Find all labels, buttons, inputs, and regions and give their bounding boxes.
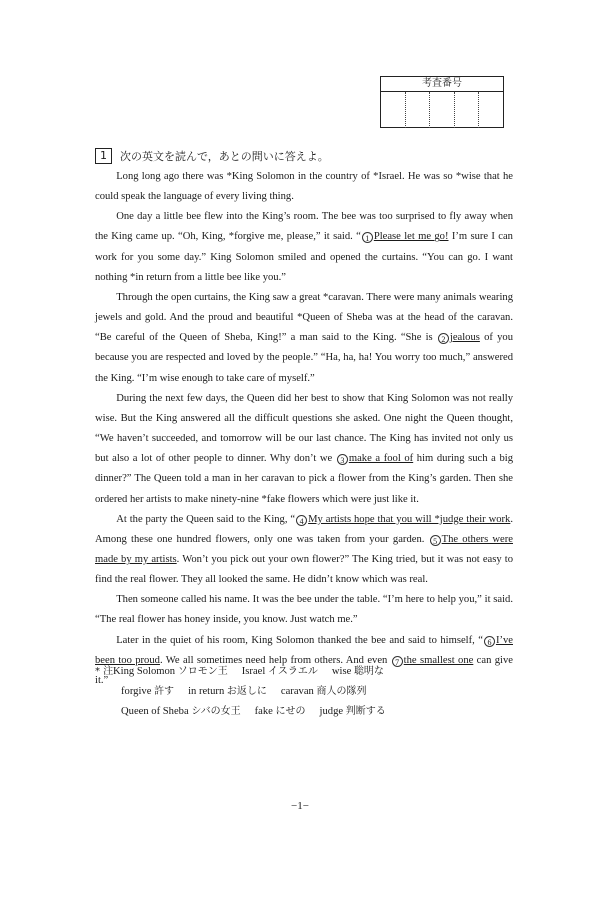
underlined-phrase: I’ve been too proud (95, 634, 513, 666)
text-run: Long long ago there was *King Solomon in the country of *Israel. He was so *wise that he could speak the language of every living thing. (95, 171, 513, 203)
question-header (95, 148, 329, 164)
note-term (255, 706, 306, 717)
underlined-phrase: The others were made by my artists (95, 533, 513, 565)
note-term-english: caravan (280, 686, 314, 697)
note-term (332, 666, 384, 677)
story-paragraph (95, 167, 513, 207)
text-run: One day a little bee flew into the King’s room. The bee was too surprised to fly away when the King came up. “Oh, King, *forgive me, please,” it said. “ (95, 211, 513, 243)
question-marker-4: 4 (296, 515, 307, 526)
note-term (121, 706, 241, 717)
underlined-phrase: My artists hope that you will *judge their work (308, 513, 511, 525)
note-term-english: Israel (241, 666, 266, 677)
underlined-phrase: Please let me go! (373, 231, 449, 243)
notes-row (95, 682, 400, 702)
question-marker-7: 7 (392, 656, 403, 667)
story-paragraph (95, 510, 513, 591)
note-term-english: Queen of Sheba (121, 706, 189, 717)
note-term (113, 666, 228, 677)
question-marker-1: 1 (362, 232, 373, 243)
note-term (281, 686, 367, 697)
note-term-english: forgive (121, 686, 152, 697)
text-run: him during such a big dinner?” The Queen told a man in her caravan to pick a flower from the King’s garden. Then she ordered her artists to make ninety-nine *fake flowers which were just like it. (95, 453, 513, 505)
question-number: 1 (95, 148, 112, 164)
text-run: . Won’t you pick out your own flower?” The King tried, but it was not easy to find the real flower. They all looked the same. He didn’t know which was real. (95, 553, 513, 586)
text-run: I’m sure I can work for you some day.” King Solomon smiled and opened the curtains. “You can go. I want nothing *in return from a little bee like you.” (95, 231, 513, 283)
underlined-phrase: the smallest one (403, 654, 474, 666)
note-term-japanese: 許す (154, 686, 175, 697)
notes-row (95, 702, 400, 722)
note-term (188, 686, 267, 697)
question-marker-5: 5 (430, 535, 441, 546)
note-term (121, 686, 174, 697)
note-term-english: fake (254, 706, 273, 717)
note-term-japanese: 判断する (345, 706, 386, 717)
exam-number-label: 考査番号 (381, 77, 503, 92)
text-run: At the party the Queen said to the King, “ (116, 513, 296, 525)
story-paragraph (95, 389, 513, 510)
note-term-english: judge (319, 706, 344, 717)
note-term-japanese: イスラエル (267, 666, 318, 677)
note-term-english: wise (331, 666, 352, 677)
exam-number-cell[interactable] (406, 92, 431, 128)
question-marker-3: 3 (337, 454, 348, 465)
exam-number-cell[interactable] (455, 92, 480, 128)
exam-number-cell[interactable] (381, 92, 406, 128)
underlined-phrase: make a fool of (348, 453, 414, 465)
note-term-japanese: シバの女王 (191, 706, 241, 717)
note-term (320, 706, 386, 717)
text-run: During the next few days, the Queen did her best to show that King Solomon was not really wise. But the King answered all the difficult questions she asked. One night the Queen thought, “We haven’t succeeded, and tomorrow will be our last chance. The King has invited not only us but also a lot of other people to dinner. Why don’t we (95, 392, 513, 465)
exam-number-cell[interactable] (430, 92, 455, 128)
story-paragraph (95, 207, 513, 288)
question-instruction: 次の英文を読んで，あとの問いに答えよ。 (120, 150, 329, 163)
text-run: can give it.” (95, 654, 513, 686)
exam-number-cells (381, 92, 503, 128)
note-term-japanese: ソロモン王 (177, 666, 228, 677)
text-run: . Among these one hundred flowers, only one was taken from your garden. (95, 513, 514, 545)
page-number: −1− (291, 800, 309, 812)
underlined-phrase: jealous (449, 332, 480, 344)
note-term (242, 666, 318, 677)
notes-marker: * 注 (95, 666, 114, 677)
exam-number-box (380, 76, 504, 128)
text-run: Then someone called his name. It was the bee under the table. “I’m here to help you,” it said. “The real flower has honey inside, you know. Just watch me.” (95, 594, 513, 626)
notes-row (95, 662, 400, 682)
note-term-japanese: にせの (275, 706, 306, 717)
story-paragraph (95, 590, 513, 630)
text-run: of you because you are respected and loved by the people.” “Ha, ha, ha! You worry too much,” answered the King. “I’m wise enough to take care of myself.” (95, 332, 513, 384)
text-run: Through the open curtains, the King saw a great *caravan. There were many animals wearing jewels and gold. And the proud and beautiful *Queen of Sheba was at the head of the caravan. “Be careful of the Queen of Sheba, King!” a man said to the King. “She is (95, 291, 513, 344)
story-paragraph (95, 288, 513, 389)
note-term-japanese: 聡明な (353, 666, 384, 677)
note-term-japanese: 商人の隊列 (316, 686, 367, 697)
note-term-english: in return (188, 686, 225, 697)
story-text (95, 167, 513, 691)
text-run: . We all sometimes need help from others. And even (159, 654, 391, 666)
exam-number-cell[interactable] (479, 92, 503, 128)
note-term-japanese: お返しに (226, 686, 267, 697)
text-run: Later in the quiet of his room, King Solomon thanked the bee and said to himself, “ (116, 634, 483, 646)
question-marker-2: 2 (438, 333, 449, 344)
note-term-english: King Solomon (113, 666, 176, 677)
question-marker-6: 6 (484, 636, 495, 647)
vocabulary-notes (95, 662, 400, 722)
